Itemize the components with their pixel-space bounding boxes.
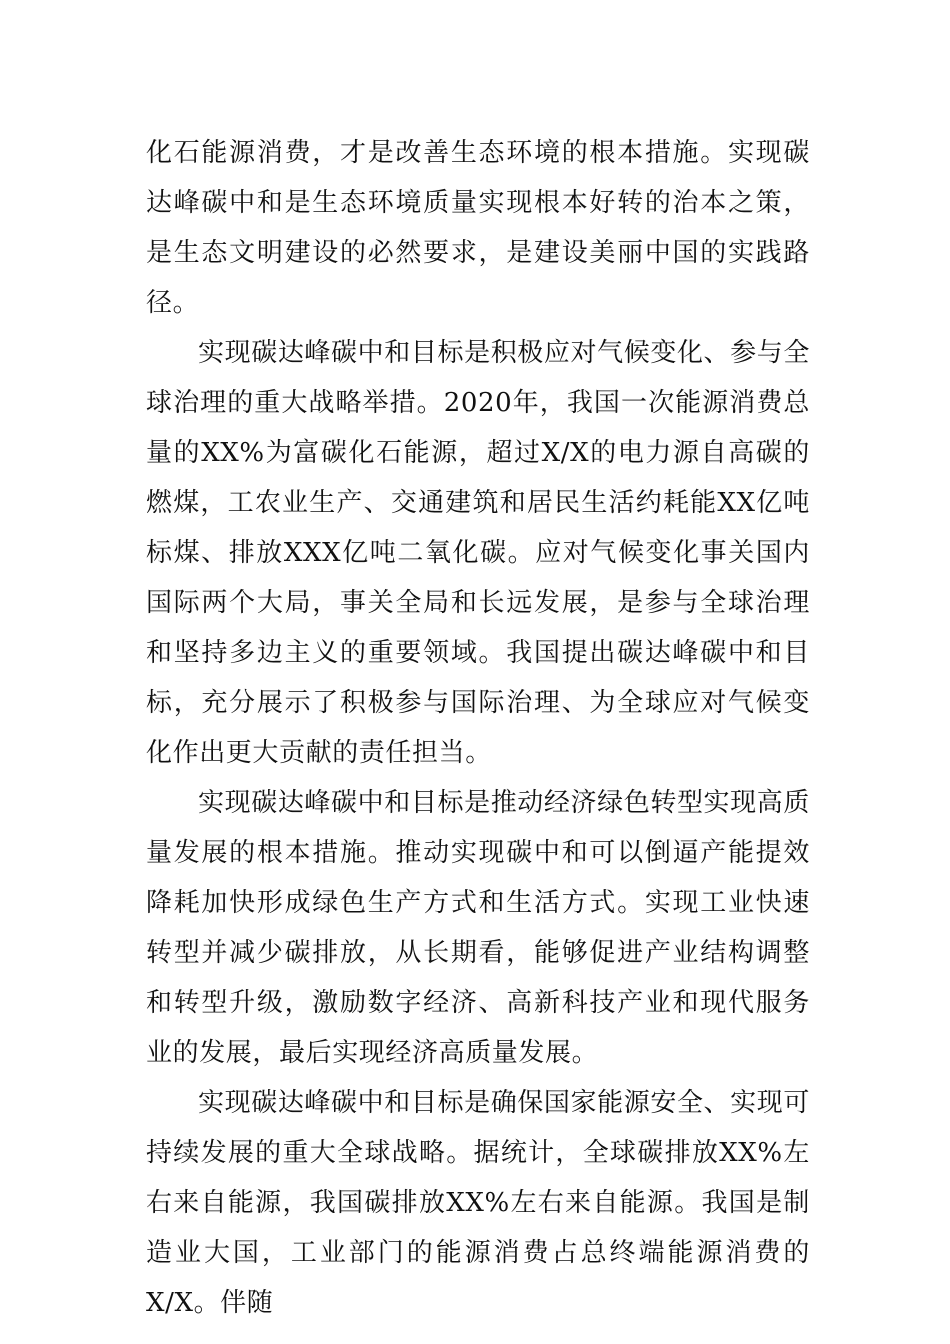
paragraph-energy-security: 实现碳达峰碳中和目标是确保国家能源安全、实现可持续发展的重大全球战略。据统计，全球碳排放XX%左右来自能源，我国碳排放XX%左右来自能源。我国是制造业大国，工业部门的能源消费占总终端能源消费的X/X。伴随	[146, 1088, 810, 1318]
paragraph-continued: 化石能源消费，才是改善生态环境的根本措施。实现碳达峰碳中和是生态环境质量实现根本好转的治本之策，是生态文明建设的必然要求，是建设美丽中国的实践路径。	[146, 138, 810, 318]
body-text	[146, 128, 810, 1328]
paragraph-climate-governance: 实现碳达峰碳中和目标是积极应对气候变化、参与全球治理的重大战略举措。2020年，我国一次能源消费总量的XX%为富碳化石能源，超过X/X的电力源自高碳的燃煤，工农业生产、交通建筑和居民生活约耗能XX亿吨标煤、排放XXX亿吨二氧化碳。应对气候变化事关国内国际两个大局，事关全局和长远发展，是参与全球治理和坚持多边主义的重要领域。我国提出碳达峰碳中和目标，充分展示了积极参与国际治理、为全球应对气候变化作出更大贡献的责任担当。	[146, 338, 810, 768]
paragraph-green-transition: 实现碳达峰碳中和目标是推动经济绿色转型实现高质量发展的根本措施。推动实现碳中和可以倒逼产能提效降耗加快形成绿色生产方式和生活方式。实现工业快速转型并减少碳排放，从长期看，能够促进产业结构调整和转型升级，激励数字经济、高新科技产业和现代服务业的发展，最后实现经济高质量发展。	[146, 788, 810, 1068]
